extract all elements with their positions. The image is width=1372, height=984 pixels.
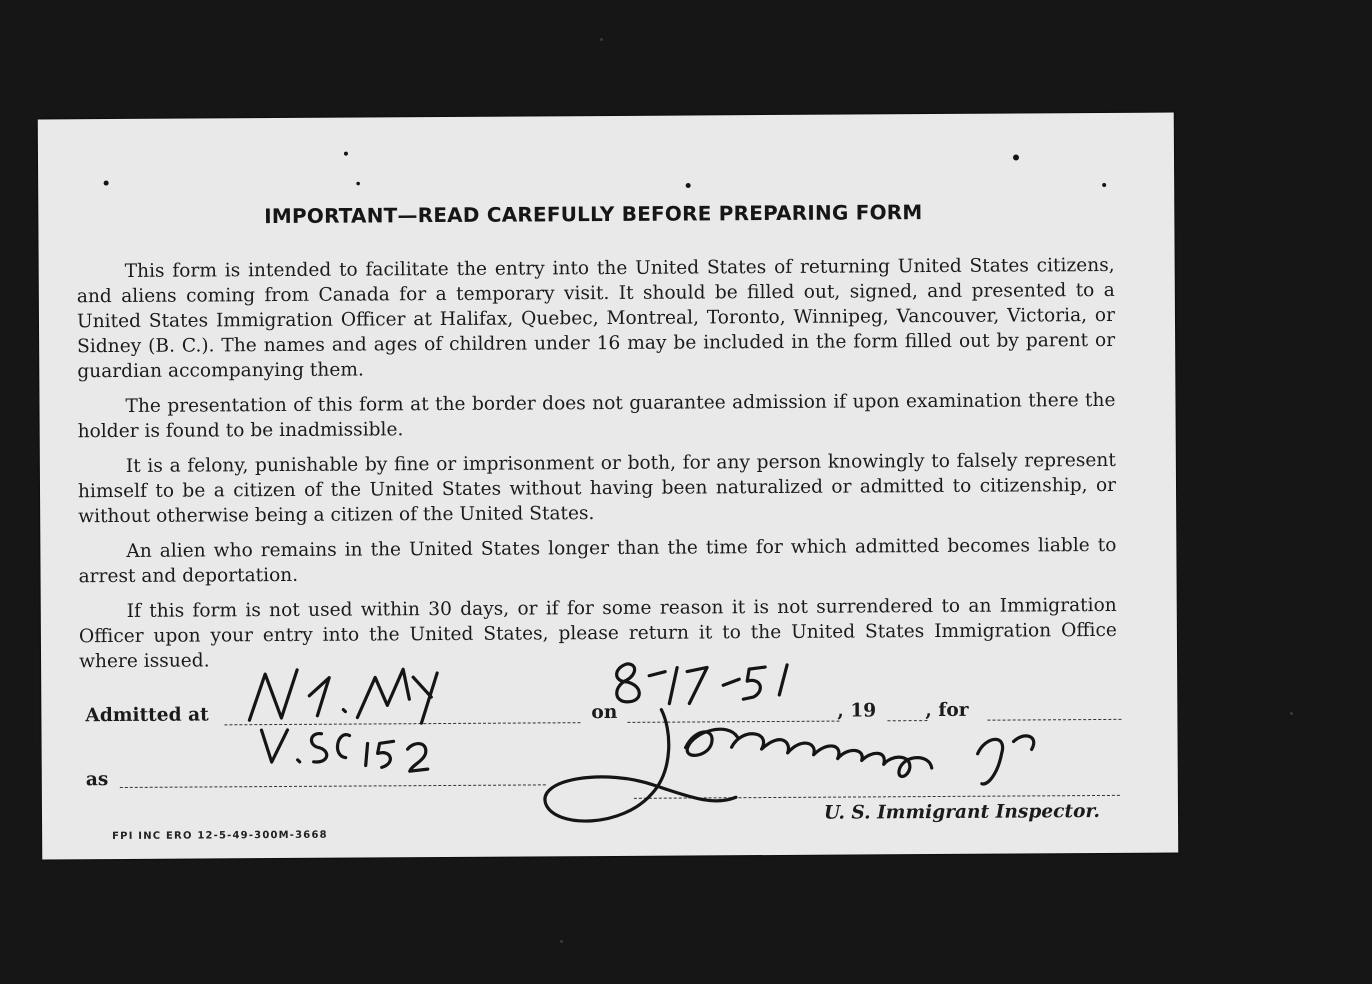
- form-instructions: [77, 253, 1118, 684]
- as-label: as: [85, 769, 109, 791]
- on-date-line: [627, 721, 839, 723]
- admitted-at-label: Admitted at: [85, 704, 209, 727]
- instruction-paragraph-5: If this form is not used within 30 days, or if for some reason it is not surrendered to an Immigration Officer upon your entry into the United States, please return it to the United States Immigration Office where issued.: [78, 594, 1117, 673]
- for-line: [987, 719, 1121, 721]
- as-line: [120, 784, 546, 788]
- instruction-paragraph-3: It is a felony, punishable by fine or imprisonment or both, for any person knowingly to falsely represent himself to be a citizen of the United States without having been naturalized or admitted to citizenship, or without otherwise being a citizen of the United States.: [77, 449, 1117, 528]
- immigration-form-card: [38, 113, 1178, 860]
- on-label: on: [591, 701, 618, 724]
- as-field-handwriting: [261, 729, 427, 772]
- inspector-title: U. S. Immigrant Inspector.: [823, 801, 1101, 824]
- scan-speck: [600, 38, 603, 41]
- form-heading: IMPORTANT—READ CAREFULLY BEFORE PREPARING FORM: [264, 200, 923, 229]
- instruction-paragraph-4: An alien who remains in the United States longer than the time for which admitted becomes liable to arrest and deportation.: [78, 534, 1117, 588]
- card-specks: [103, 147, 1106, 193]
- admitted-at-line: [224, 722, 580, 725]
- scan-speck: [560, 940, 563, 943]
- instruction-paragraph-2: The presentation of this form at the border does not guarantee admission if upon examination there the holder is found to be inadmissible.: [77, 389, 1116, 443]
- signature-line: [634, 795, 1120, 799]
- year-label: , 19: [837, 700, 877, 722]
- for-label: , for: [925, 699, 969, 722]
- printer-code: FPI INC ERO 12-5-49-300M-3668: [112, 829, 328, 843]
- scan-speck: [1290, 712, 1293, 715]
- year-line: [887, 720, 927, 721]
- instruction-paragraph-1: This form is intended to facilitate the entry into the United States of returning United States citizens, and aliens coming from Canada for a temporary visit. It should be filled out, signed, and presented to a United States Immigration Officer at Halifax, Quebec, Montreal, Toronto, Winnipeg, Vancouver, Victoria, or Sidney (B. C.). The names and ages of children under 16 may be included in the form filled out by parent or guardian accompanying them.: [76, 254, 1116, 383]
